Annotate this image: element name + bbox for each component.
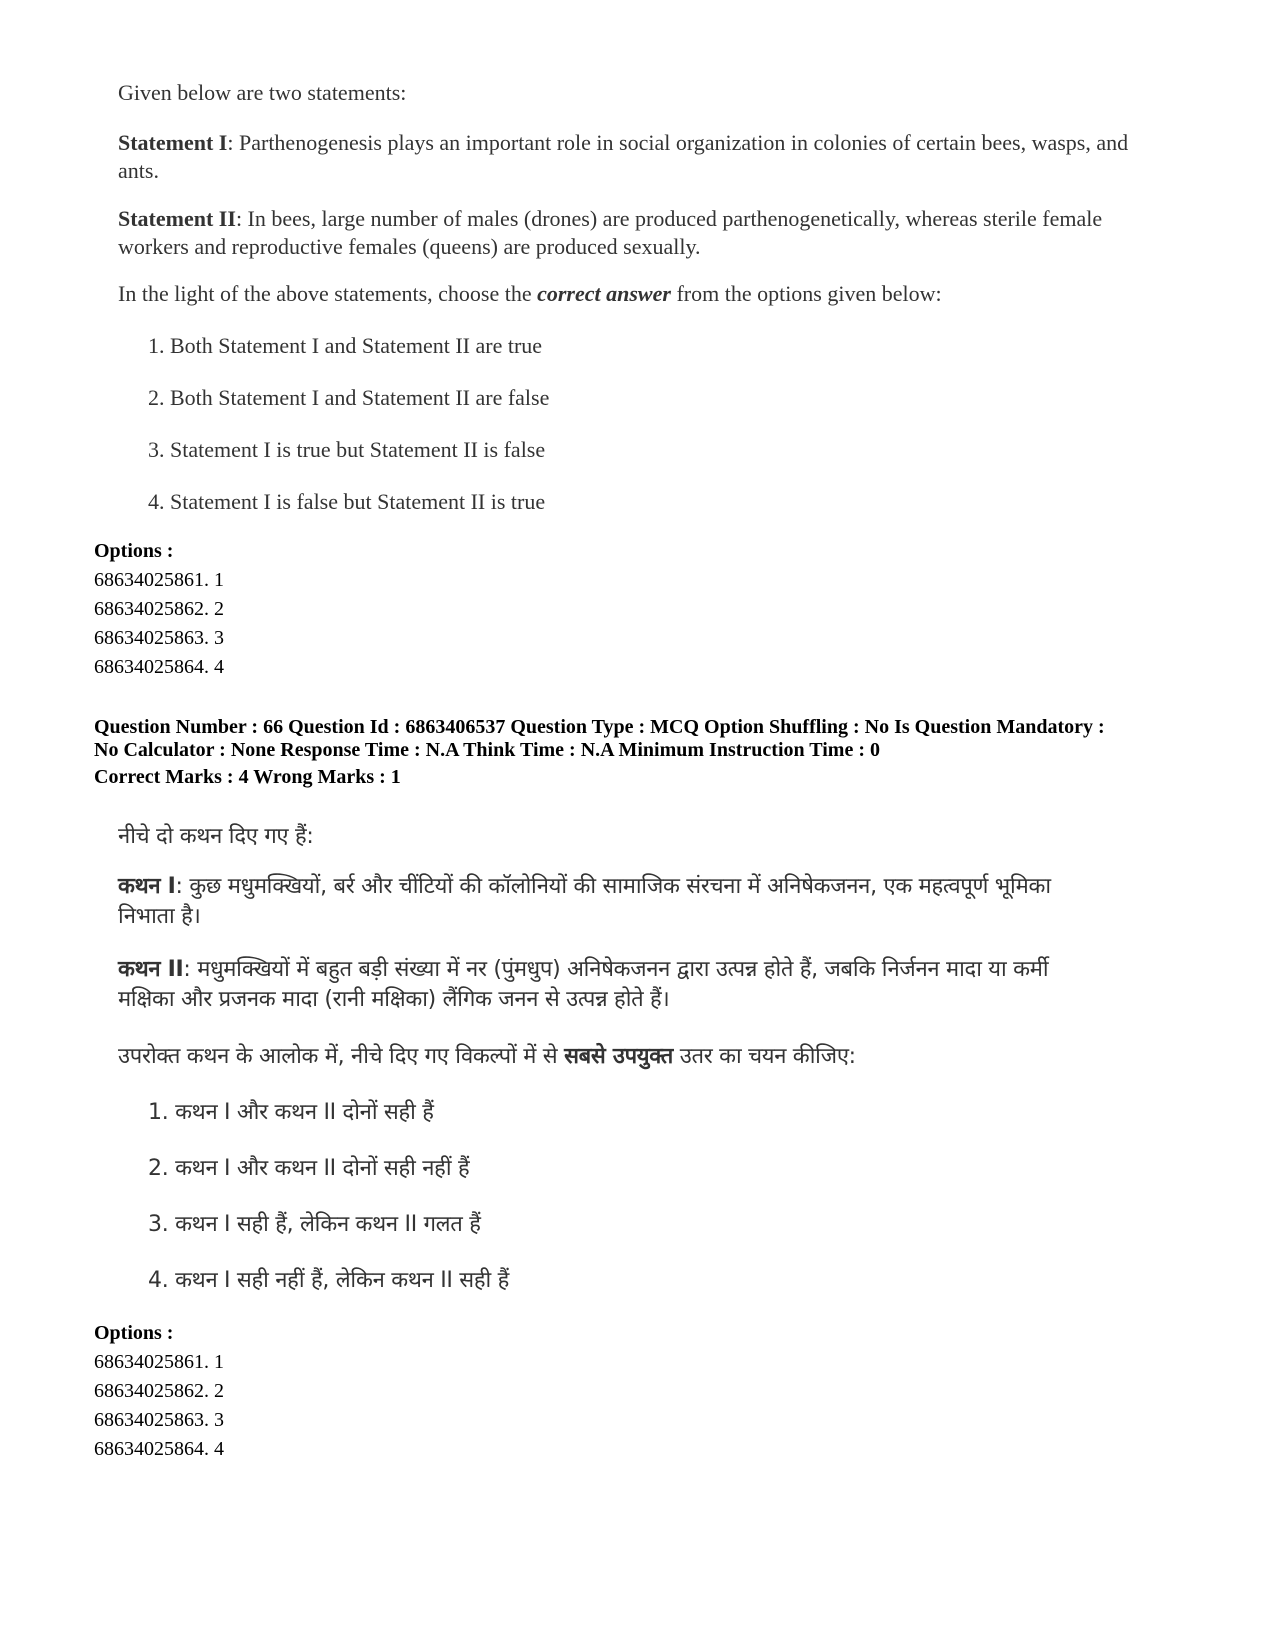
- q65-option: 68634025862. 2: [94, 598, 224, 620]
- q65-s2-text: : In bees, large number of males (drones) are produced parthenogenetically, whereas sterile female workers and reproductive females (queens) are produced sexually.: [118, 206, 1103, 259]
- q65-choice-2: 2. Both Statement I and Statement II are false: [148, 385, 550, 410]
- q65-option: 68634025863. 3: [94, 627, 224, 649]
- q66-s2-text: : मधुमक्खियों में बहुत बड़ी संख्या में नर (पुंमधुप) अनिषेकजनन द्वारा उत्पन्न होते हैं, जबकि निर्जनन मादा या कर्मी मक्षिका और प्रजनक मादा (रानी मक्षिका) लैंगिक जनन से उत्पन्न होते हैं।: [118, 957, 1049, 1012]
- q65-option: 68634025861. 1: [94, 569, 224, 591]
- q66-s2-label: कथन II: [118, 957, 184, 982]
- q66-statement-1: [118, 872, 1108, 932]
- q65-options-label: Options :: [94, 540, 174, 562]
- q65-choice-3: 3. Statement I is true but Statement II is false: [148, 437, 546, 462]
- q66-statement-2: [118, 955, 1108, 1015]
- q65-s1-text: : Parthenogenesis plays an important role in social organization in colonies of certain bees, wasps, and ants.: [118, 130, 1129, 183]
- q65-instr-em: correct answer: [537, 281, 671, 306]
- q65-options-list: [94, 566, 224, 682]
- q66-meta-line-1: Question Number : 66 Question Id : 6863406537 Question Type : MCQ Option Shuffling : No Is Question Mandatory :: [94, 716, 1105, 738]
- q66-intro: नीचे दो कथन दिए गए हैं:: [118, 824, 314, 849]
- q66-s1-text: : कुछ मधुमक्खियों, बर्र और चींटियों की कॉलोनियों की सामाजिक संरचना में अनिषेकजनन, एक महत्वपूर्ण भूमिका निभाता है।: [118, 874, 1051, 929]
- q66-options-label: Options :: [94, 1322, 174, 1344]
- q65-statement-1: [118, 129, 1158, 185]
- q66-meta-line-2: No Calculator : None Response Time : N.A Think Time : N.A Minimum Instruction Time : 0: [94, 739, 880, 761]
- q65-s2-label: Statement II: [118, 206, 236, 231]
- q66-option: 68634025861. 1: [94, 1351, 224, 1373]
- q66-option: 68634025862. 2: [94, 1380, 224, 1402]
- q66-choice-1: 1. कथन I और कथन II दोनों सही हैं: [148, 1100, 434, 1125]
- q66-options-list: [94, 1348, 224, 1464]
- q66-instr-post: उतर का चयन कीजिए:: [673, 1044, 856, 1069]
- q66-choice-3: 3. कथन I सही हैं, लेकिन कथन II गलत हैं: [148, 1212, 481, 1237]
- q66-option: 68634025864. 4: [94, 1438, 224, 1460]
- q65-instruction: [118, 281, 942, 307]
- q66-instruction: [118, 1040, 856, 1070]
- q65-choice-1: 1. Both Statement I and Statement II are true: [148, 333, 543, 358]
- q65-choice-4: 4. Statement I is false but Statement II is true: [148, 489, 546, 514]
- q65-instr-pre: In the light of the above statements, choose the: [118, 281, 538, 306]
- q66-instr-em: सबसे उपयुक्त: [564, 1044, 673, 1069]
- q66-choice-2: 2. कथन I और कथन II दोनों सही नहीं हैं: [148, 1156, 470, 1181]
- q66-instr-pre: उपरोक्त कथन के आलोक में, नीचे दिए गए विकल्पों में से: [118, 1044, 565, 1069]
- q66-option: 68634025863. 3: [94, 1409, 224, 1431]
- q65-statement-2: [118, 205, 1118, 261]
- q66-choice-4: 4. कथन I सही नहीं हैं, लेकिन कथन II सही हैं: [148, 1268, 509, 1293]
- q65-option: 68634025864. 4: [94, 656, 224, 678]
- q65-intro: Given below are two statements:: [118, 80, 407, 105]
- q65-s1-label: Statement I: [118, 130, 228, 155]
- q66-s1-label: कथन I: [118, 874, 176, 899]
- q65-instr-post: from the options given below:: [670, 281, 942, 306]
- q66-marks: Correct Marks : 4 Wrong Marks : 1: [94, 766, 401, 788]
